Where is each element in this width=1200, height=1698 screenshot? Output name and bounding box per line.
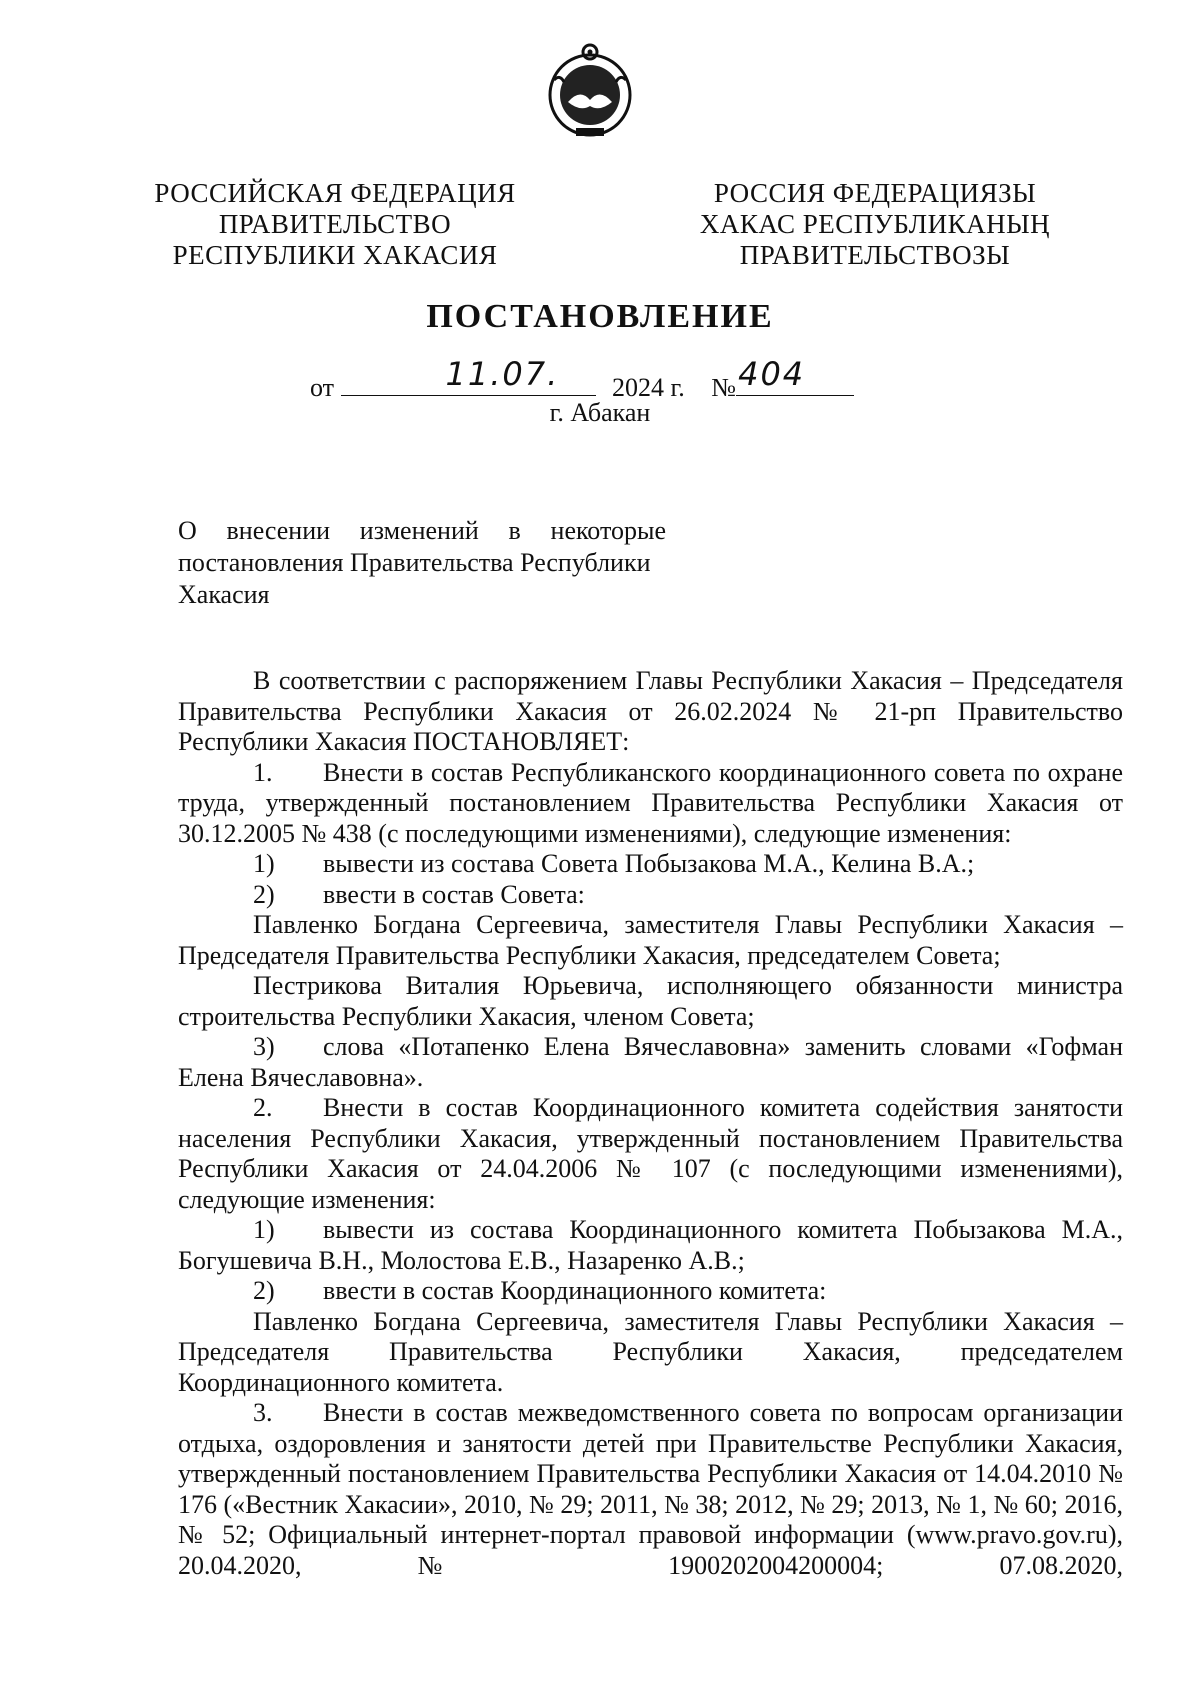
city: г. Абакан [549,398,651,427]
item-number: 1. [253,757,273,787]
year-label: 2024 г. [612,373,685,402]
paragraph: 2) ввести в состав Совета: [253,879,585,909]
coat-of-arms-emblem [540,40,640,140]
date-prefix: от [310,373,335,402]
number-field [736,355,854,396]
subject-line: Хакасия [178,580,270,609]
header-line: РЕСПУБЛИКИ ХАКАСИЯ [172,240,498,270]
item-number: 1) [253,849,275,878]
header-khakas [690,178,1060,271]
paragraph: 2. Внести в состав Координационного комитета содействия занятости населения Республики Хакасия, утвержденный постановлением Правительства Республики Хакасия от 24.04.2006 № 107 (с последующими изменениями), следующие изменения: [178,1093,1123,1214]
document-subject [178,515,666,611]
paragraph: 1. Внести в состав Республиканского координационного совета по охране труда, утвержденный постановлением Правительства Республики Хакасия от 30.12.2005 № 438 (с последующими изменениями), следующие изменения: [178,757,1123,848]
header-line: РОССИЙСКАЯ ФЕДЕРАЦИЯ [154,178,516,208]
paragraph: 3) слова «Потапенко Елена Вячеславовна» заменить словами «Гофман Елена Вячеславовна». [178,1032,1123,1092]
paragraph: Павленко Богдана Сергеевича, заместителя Главы Республики Хакасия – Председателя Правительства Республики Хакасия, председателем Координационного комитета. [178,1306,1123,1397]
item-number: 2) [253,1276,275,1305]
item-number: 3. [253,1398,273,1427]
header-line: ПРАВИТЕЛЬСТВО [218,209,452,239]
item-number: 2. [253,1093,273,1122]
document-body [178,666,1123,1581]
header-line: ПРАВИТЕЛЬСТВОЗЫ [739,240,1011,270]
paragraph: 1) вывести из состава Совета Побызакова М.А., Келина В.А.; [253,849,975,878]
paragraph: Пестрикова Виталия Юрьевича, исполняющего обязанности министра строительства Республики Хакасия, членом Совета; [178,971,1123,1031]
number-sign: № [711,373,737,402]
subject-line: О внесении изменений в некоторые [178,516,666,545]
handwritten-date: 11.07. [445,355,560,393]
item-number: 2) [253,879,275,909]
header-russian [150,178,520,271]
subject-line: постановления Правительства Республики [178,548,651,577]
paragraph: Павленко Богдана Сергеевича, заместителя Главы Республики Хакасия – Председателя Правительства Республики Хакасия, председателем Совета; [178,910,1123,970]
paragraph: 2) ввести в состав Координационного комитета: [253,1276,827,1305]
header-line: РОССИЯ ФЕДЕРАЦИЯЗЫ [713,178,1037,208]
header-line: ХАКАС РЕСПУБЛИКАНЫҢ [699,209,1051,239]
document-title: ПОСТАНОВЛЕНИЕ [426,298,774,335]
handwritten-number: 404 [738,355,806,393]
paragraph: 1) вывести из состава Координационного комитета Побызакова М.А., Богушевича В.Н., Молостова Е.В., Назаренко А.В.; [178,1215,1123,1275]
item-number: 3) [253,1032,275,1061]
paragraph: В соответствии с распоряжением Главы Республики Хакасия – Председателя Правительства Республики Хакасия от 26.02.2024 № 21-рп Правительство Республики Хакасия ПОСТАНОВЛЯЕТ: [178,666,1123,756]
item-number: 1) [253,1215,275,1244]
date-field [341,355,596,396]
paragraph: 3. Внести в состав межведомственного совета по вопросам организации отдыха, оздоровления и занятости детей при Правительстве Республики Хакасия, утвержденный постановлением Правительства Республики Хакасия от 14.04.2010 № 176 («Вестник Хакасии», 2010, № 29; 2011, № 38; 2012, № 29; 2013, № 1, № 60; 2016, № 52; Официальный интернет-портал правовой информации (www.pravo.gov.ru), 20.04.2020, № 1900202004200004; 07.08.2020, [178,1398,1123,1580]
